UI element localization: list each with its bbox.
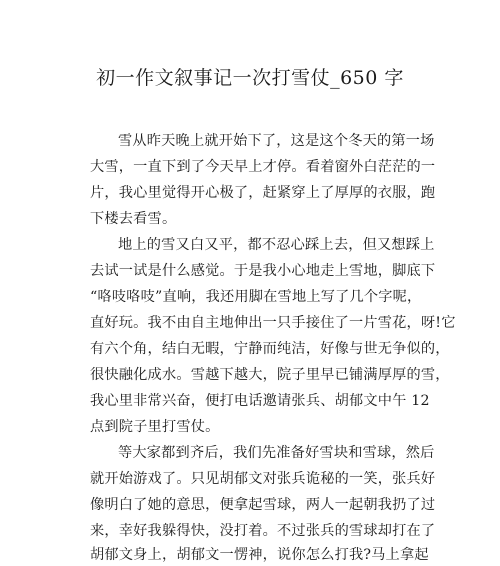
- body-line: 片，我心里觉得开心极了，赶紧穿上了厚厚的衣服，跑: [90, 185, 436, 201]
- body-line: 等大家都到齐后，我们先准备好雪块和雪球，然后: [118, 445, 435, 461]
- body-line: 我心里非常兴奋，便打电话邀请张兵、胡郁文中午 12: [90, 393, 430, 409]
- body-line: 点到院子里打雪仗。: [90, 419, 220, 435]
- body-line: 大雪，一直下到了今天早上才停。看着窗外白茫茫的一: [90, 159, 436, 175]
- body-line: 去试一试是什么感觉。于是我小心地走上雪地，脚底下: [90, 263, 436, 279]
- body-line: 很快融化成水。雪越下越大，院子里早已铺满厚厚的雪，: [90, 367, 450, 383]
- body-line: 有六个角，结白无暇，宁静而纯洁，好像与世无争似的，: [90, 341, 450, 357]
- body-line: 雪从昨天晚上就开始下了，这是这个冬天的第一场: [118, 133, 435, 149]
- body-line: 来，幸好我躲得快，没打着。不过张兵的雪球却打在了: [90, 523, 436, 539]
- body-line: 地上的雪又白又平，都不忍心踩上去，但又想踩上: [118, 237, 435, 253]
- body-line: 像明白了她的意思，便拿起雪球，两人一起朝我扔了过: [90, 497, 436, 513]
- body-line: 下楼去看雪。: [90, 211, 177, 227]
- body-line: 就开始游戏了。只见胡郁文对张兵诡秘的一笑，张兵好: [90, 471, 436, 487]
- body-line: 胡郁文身上，胡郁文一愣神，说你怎么打我?马上拿起: [90, 547, 429, 563]
- body-line: “咯吱咯吱”直响，我还用脚在雪地上写了几个字呢，: [90, 289, 422, 305]
- page-title: 初一作文叙事记一次打雪仗_650 字: [96, 67, 404, 89]
- body-line: 直好玩。我不由自主地伸出一只手接住了一片雪花，呀!它: [90, 315, 456, 331]
